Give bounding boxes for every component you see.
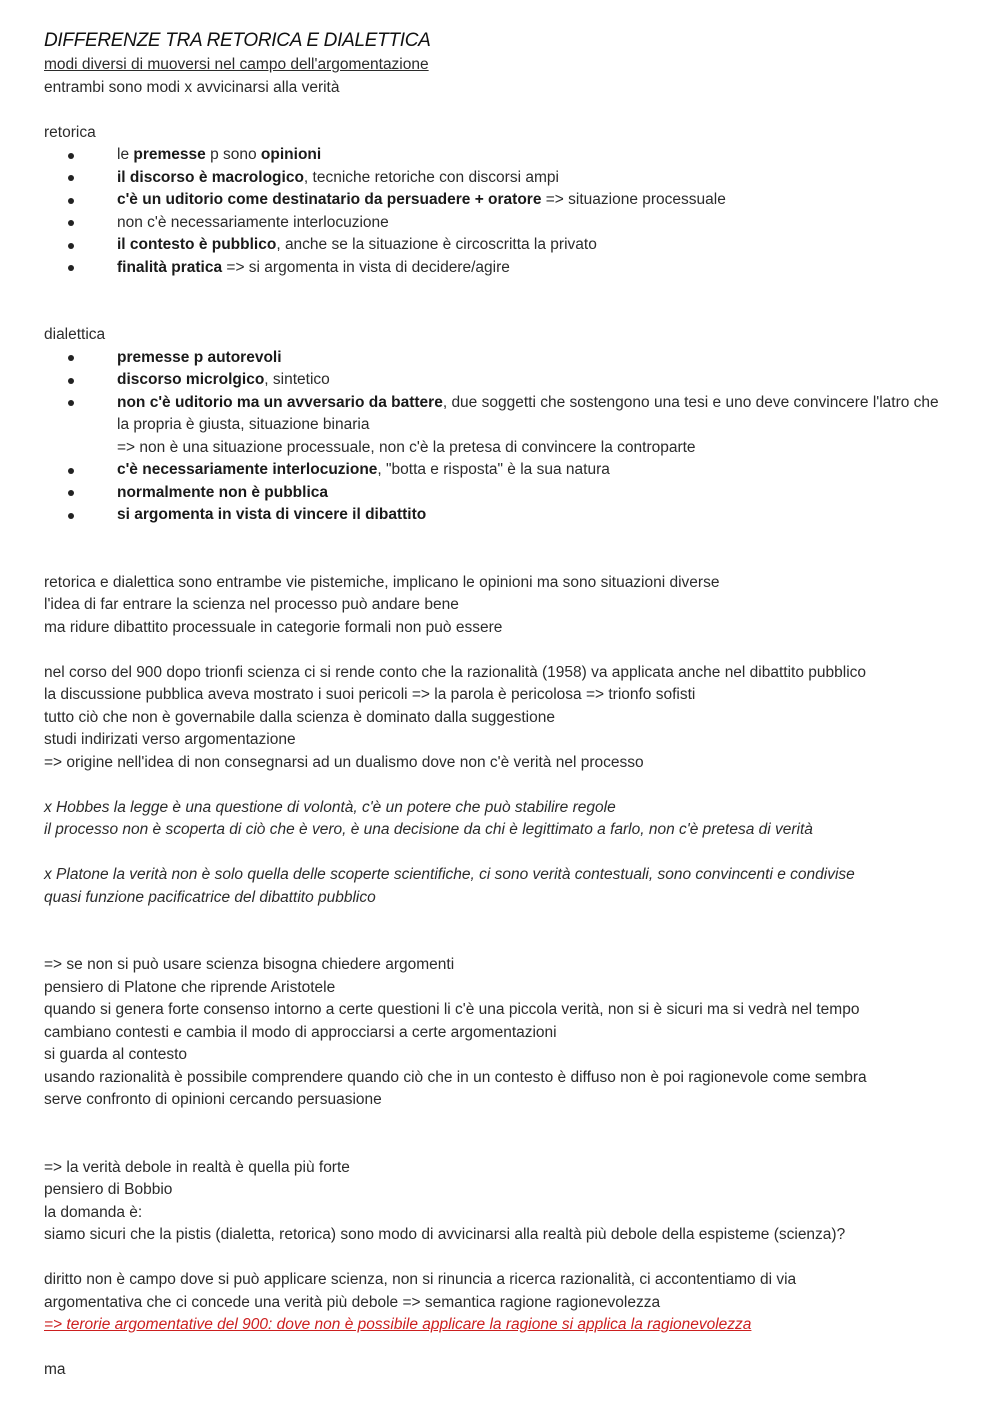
spacer — [44, 99, 954, 122]
para1-line: retorica e dialettica sono entrambe vie pistemiche, implicano le opinioni ma sono situazioni diverse — [44, 573, 720, 591]
para2-line: tutto ciò che non è governabile dalla scienza è dominato dalla suggestione — [44, 708, 555, 726]
dialettica-list — [44, 347, 954, 527]
document-title: DIFFERENZE TRA RETORICA E DIALETTICA — [44, 30, 431, 51]
para4-line: pensiero di Bobbio — [44, 1181, 173, 1198]
list-item: c'è necessariamente interlocuzione, "botta e risposta" è la sua natura — [44, 459, 954, 482]
intro-line: entrambi sono modi x avvicinarsi alla verità — [44, 78, 340, 96]
para1-line: ma ridure dibattito processuale in categorie formali non può essere — [44, 618, 503, 636]
list-item: il contesto è pubblico, anche se la situazione è circoscritta la privato — [44, 234, 954, 257]
document-subtitle: modi diversi di muoversi nel campo dell'argomentazione — [44, 56, 429, 73]
list-item: discorso microlgico, sintetico — [44, 369, 954, 392]
para3-line: quando si genera forte consenso intorno a certe questioni li c'è una piccola verità, non si è sicuri ma si vedrà nel tempo — [44, 1001, 860, 1018]
spacer — [44, 774, 954, 797]
list-item: premesse p autorevoli — [44, 347, 954, 370]
list-item: normalmente non è pubblica — [44, 482, 954, 505]
spacer — [44, 639, 954, 662]
spacer — [44, 279, 954, 324]
list-item: non c'è necessariamente interlocuzione — [44, 212, 954, 235]
list-item: finalità pratica => si argomenta in vista di decidere/agire — [44, 257, 954, 280]
para3-line: => se non si può usare scienza bisogna chiedere argomenti — [44, 956, 455, 973]
para4-line: => la verità debole in realtà è quella più forte — [44, 1158, 350, 1176]
hobbes-line: il processo non è scoperta di ciò che è vero, è una decisione da chi è legittimato a farlo, non c'è pretesa di verità — [44, 821, 813, 838]
final-line: ma — [44, 1361, 66, 1378]
para2-line: studi indirizati verso argomentazione — [44, 731, 296, 748]
para3-line: si guarda al contesto — [44, 1046, 188, 1063]
para3-line: cambiano contesti e cambia il modo di approcciarsi a certe argomentazioni — [44, 1023, 557, 1041]
retorica-list — [44, 144, 954, 279]
list-item: il discorso è macrologico, tecniche retoriche con discorsi ampi — [44, 167, 954, 190]
spacer — [44, 1337, 954, 1360]
para4-line: la domanda è: — [44, 1203, 143, 1221]
document-page — [44, 28, 954, 1382]
dialettica-heading: dialettica — [44, 326, 106, 343]
para3-line: serve confronto di opinioni cercando persuasione — [44, 1091, 382, 1108]
spacer — [44, 1112, 954, 1157]
spacer — [44, 909, 954, 954]
retorica-heading: retorica — [44, 123, 96, 141]
para1-line: l'idea di far entrare la scienza nel processo può andare bene — [44, 596, 459, 613]
para3-line: pensiero di Platone che riprende Aristotele — [44, 978, 336, 996]
platone-line: quasi funzione pacificatrice del dibattito pubblico — [44, 888, 376, 906]
spacer — [44, 1247, 954, 1270]
list-item: le premesse p sono opinioni — [44, 144, 954, 167]
para4-line: siamo sicuri che la pistis (dialetta, retorica) sono modo di avvicinarsi alla realtà più debole della espisteme (scienza)? — [44, 1226, 846, 1243]
hobbes-line: x Hobbes la legge è una questione di volontà, c'è un potere che può stabilire regole — [44, 798, 616, 816]
spacer — [44, 842, 954, 865]
para2-line: nel corso del 900 dopo trionfi scienza ci si rende conto che la razionalità (1958) va applicata anche nel dibattito pubblico — [44, 663, 867, 681]
list-item: non c'è uditorio ma un avversario da battere, due soggetti che sostengono una tesi e uno deve convincere l'latro che la propria è giusta, situazione binaria => non è una situazione processuale, non c'è la pretesa di convincere la controparte — [44, 392, 954, 460]
list-item: c'è un uditorio come destinatario da persuadere + oratore => situazione processuale — [44, 189, 954, 212]
platone-line: x Platone la verità non è solo quella delle scoperte scientifiche, ci sono verità contestuali, sono convincenti e condivise — [44, 866, 855, 883]
para3-line: usando razionalità è possibile comprendere quando ciò che in un contesto è diffuso non è poi ragionevole come sembra — [44, 1068, 867, 1086]
para5-line: diritto non è campo dove si può applicare scienza, non si rinuncia a ricerca razionalità, ci accontentiamo di via — [44, 1271, 797, 1288]
para2-line: => origine nell'idea di non consegnarsi ad un dualismo dove non c'è verità nel processo — [44, 753, 644, 771]
spacer — [44, 527, 954, 572]
highlighted-conclusion: => terorie argomentative del 900: dove non è possibile applicare la ragione si applica la ragionevolezza — [44, 1316, 752, 1333]
para5-line: argomentativa che ci concede una verità più debole => semantica ragione ragionevolezza — [44, 1293, 661, 1311]
list-item: si argomenta in vista di vincere il dibattito — [44, 504, 954, 527]
para2-line: la discussione pubblica aveva mostrato i suoi pericoli => la parola è pericolosa => trionfo sofisti — [44, 686, 696, 703]
